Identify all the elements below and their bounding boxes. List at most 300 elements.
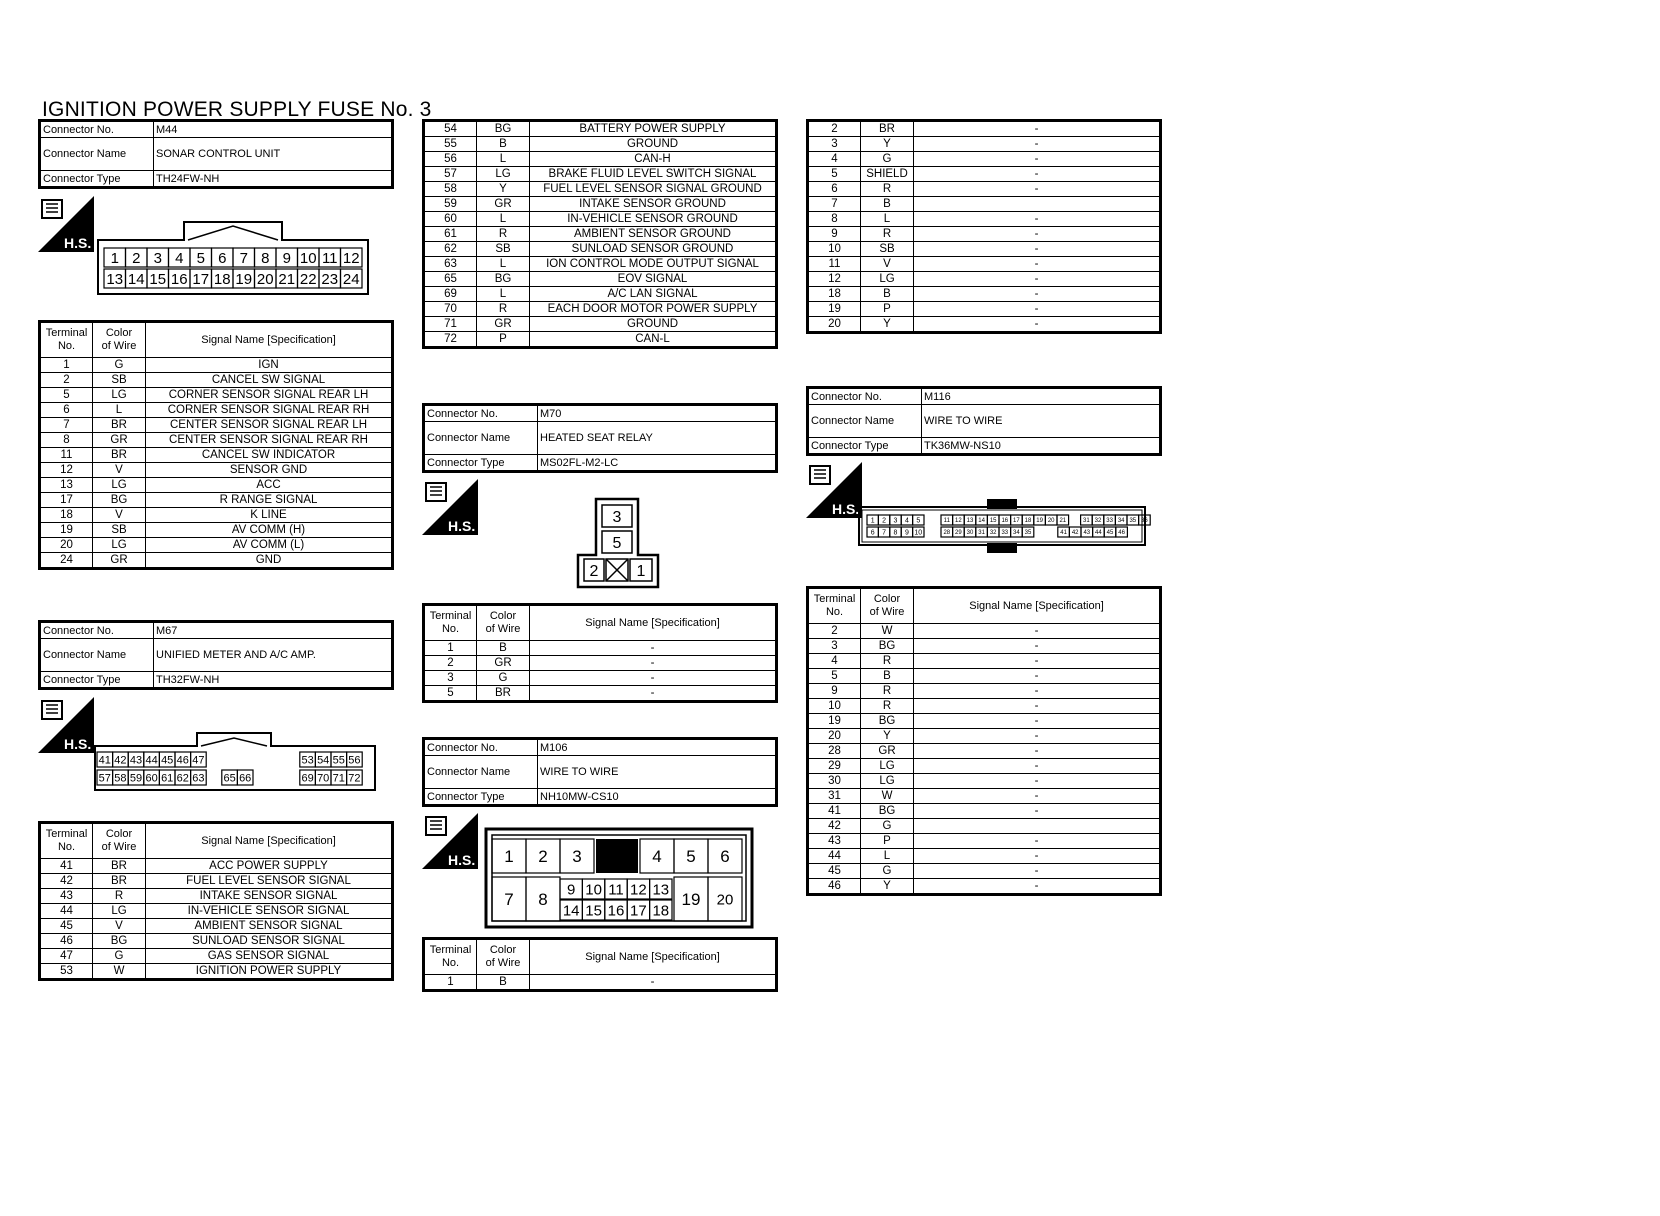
- pin-number: 29: [955, 530, 962, 537]
- signal-header: Signal Name [Specification]: [914, 588, 1161, 624]
- wire-color-cell: Y: [861, 879, 914, 895]
- table-row: [808, 639, 1161, 654]
- m70-pin: 2: [589, 563, 599, 580]
- pin-number: 32: [1094, 518, 1102, 525]
- signal-header: Signal Name [Specification]: [530, 939, 777, 975]
- wire-color-cell: L: [477, 152, 530, 167]
- pin-number: 54: [317, 754, 330, 767]
- table-row: [40, 538, 393, 553]
- pin-number: 44: [145, 754, 158, 767]
- terminal-cell: 10: [808, 242, 861, 257]
- wire-color-cell: R: [861, 699, 914, 714]
- table-row: [424, 121, 777, 137]
- signal-name-cell: [914, 197, 1161, 212]
- wire-color-cell: R: [861, 227, 914, 242]
- table-row: [808, 804, 1161, 819]
- wire-color-cell: B: [861, 287, 914, 302]
- m70-pin: 1: [636, 563, 646, 580]
- pin-number: 4: [904, 517, 909, 525]
- wire-color-cell: LG: [93, 904, 146, 919]
- pin-number: 5: [916, 517, 921, 525]
- terminal-cell: 58: [424, 182, 477, 197]
- m67-continued-block: [422, 119, 778, 349]
- signal-name-cell: -: [914, 774, 1161, 789]
- color-header: [477, 939, 530, 975]
- wire-color-cell: R: [861, 654, 914, 669]
- pin-number: 10: [914, 529, 923, 537]
- terminal-cell: 3: [424, 671, 477, 686]
- pin-number: 46: [1118, 530, 1125, 537]
- pin-number: 31: [978, 530, 985, 537]
- terminal-cell: 9: [808, 227, 861, 242]
- table-row: [40, 358, 393, 373]
- terminal-cell: 47: [40, 949, 93, 964]
- wire-color-cell: V: [861, 257, 914, 272]
- pin-number: 2: [132, 249, 141, 267]
- signal-name-cell: GND: [146, 553, 393, 569]
- terminal-cell: 28: [808, 744, 861, 759]
- signal-name-cell: AV COMM (L): [146, 538, 393, 553]
- m70-connector-name: HEATED SEAT RELAY: [538, 422, 777, 455]
- pin-number: 23: [321, 270, 339, 288]
- terminal-cell: 55: [424, 137, 477, 152]
- terminal-cell: 3: [808, 639, 861, 654]
- signal-name-cell: -: [914, 864, 1161, 879]
- table-row: [808, 789, 1161, 804]
- wire-color-cell: BR: [477, 686, 530, 702]
- terminal-cell: 3: [808, 137, 861, 152]
- wire-color-cell: BR: [93, 859, 146, 874]
- pin-number: 6: [870, 529, 875, 537]
- pin-number: 32: [989, 530, 997, 537]
- color-header-line2: of Wire: [485, 623, 521, 635]
- terminal-header-line2: No.: [441, 623, 460, 635]
- pin-number: 11: [608, 881, 624, 899]
- pin-number: 10: [299, 249, 317, 267]
- terminal-cell: 11: [40, 448, 93, 463]
- signal-name-cell: -: [914, 121, 1161, 137]
- connector-type-label: Connector Type: [40, 171, 154, 188]
- color-header: [861, 588, 914, 624]
- pin-number: 9: [282, 249, 291, 267]
- signal-name-cell: ACC POWER SUPPLY: [146, 859, 393, 874]
- table-row: [40, 523, 393, 538]
- wire-color-cell: GR: [93, 433, 146, 448]
- terminal-cell: 45: [40, 919, 93, 934]
- connector-no-label: Connector No.: [808, 388, 922, 405]
- terminal-cell: 46: [808, 879, 861, 895]
- signal-name-cell: GROUND: [530, 317, 777, 332]
- pin-number: 46: [176, 754, 189, 767]
- m70-connector-type: MS02FL-M2-LC: [538, 455, 777, 472]
- pin-number: 69: [301, 772, 314, 785]
- wire-color-cell: P: [861, 834, 914, 849]
- signal-name-cell: -: [914, 879, 1161, 895]
- signal-name-cell: INTAKE SENSOR GROUND: [530, 197, 777, 212]
- signal-name-cell: -: [914, 714, 1161, 729]
- wire-color-cell: R: [861, 182, 914, 197]
- table-row: [40, 508, 393, 523]
- wire-color-cell: L: [861, 849, 914, 864]
- wire-color-cell: LG: [93, 388, 146, 403]
- pin-number: 42: [1071, 530, 1079, 537]
- color-header: [93, 823, 146, 859]
- m106-connector-face: [484, 827, 754, 929]
- terminal-cell: 71: [424, 317, 477, 332]
- signal-name-cell: FUEL LEVEL SENSOR SIGNAL GROUND: [530, 182, 777, 197]
- m70-connector-no: M70: [538, 405, 777, 422]
- m44-connector-name: SONAR CONTROL UNIT: [154, 138, 393, 171]
- terminal-cell: 6: [808, 182, 861, 197]
- pin-number: 10: [585, 881, 602, 899]
- pin-number: 42: [114, 754, 127, 767]
- terminal-header-line2: No.: [57, 841, 76, 853]
- pin-number: 18: [652, 902, 670, 920]
- signal-name-cell: SUNLOAD SENSOR SIGNAL: [146, 934, 393, 949]
- color-header: [477, 605, 530, 641]
- wire-color-cell: SHIELD: [861, 167, 914, 182]
- pin-number: 8: [538, 890, 548, 910]
- table-row: [424, 317, 777, 332]
- signal-name-cell: -: [914, 182, 1161, 197]
- wire-color-cell: LG: [861, 759, 914, 774]
- signal-name-cell: -: [914, 744, 1161, 759]
- signal-name-cell: -: [914, 639, 1161, 654]
- table-row: [40, 553, 393, 569]
- table-row: [424, 641, 777, 656]
- table-row: [424, 302, 777, 317]
- table-row: [424, 212, 777, 227]
- signal-name-cell: GAS SENSOR SIGNAL: [146, 949, 393, 964]
- table-row: [424, 182, 777, 197]
- pin-number: 1: [504, 847, 514, 867]
- pin-number: 12: [630, 881, 647, 899]
- signal-name-cell: FUEL LEVEL SENSOR SIGNAL: [146, 874, 393, 889]
- table-row: [808, 152, 1161, 167]
- pin-number: 16: [607, 902, 625, 920]
- m106-continued-table: [806, 119, 1162, 334]
- signal-name-cell: -: [914, 287, 1161, 302]
- m106-continued-block: [806, 119, 1162, 334]
- terminal-no-header: [40, 322, 93, 358]
- pin-number: 62: [176, 772, 189, 785]
- wire-color-cell: L: [93, 403, 146, 418]
- signal-name-cell: -: [914, 729, 1161, 744]
- wire-color-cell: P: [477, 332, 530, 348]
- terminal-no-header: [424, 605, 477, 641]
- table-row: [424, 656, 777, 671]
- pin-number: 61: [161, 772, 174, 785]
- connector-name-label: Connector Name: [40, 138, 154, 171]
- signal-name-cell: CENTER SENSOR SIGNAL REAR RH: [146, 433, 393, 448]
- m106-connector-name: WIRE TO WIRE: [538, 756, 777, 789]
- terminal-cell: 5: [424, 686, 477, 702]
- m44-terminal-table: [38, 320, 394, 570]
- hs-label: H.S.: [832, 501, 860, 517]
- terminal-no-header: [808, 588, 861, 624]
- table-row: [808, 227, 1161, 242]
- wire-color-cell: Y: [477, 182, 530, 197]
- terminal-cell: 41: [808, 804, 861, 819]
- terminal-cell: 18: [40, 508, 93, 523]
- pin-number: 14: [978, 518, 985, 525]
- signal-name-cell: K LINE: [146, 508, 393, 523]
- wire-color-cell: BG: [93, 493, 146, 508]
- pin-number: 2: [538, 847, 548, 867]
- wire-color-cell: L: [477, 212, 530, 227]
- connector-name-label: Connector Name: [424, 756, 538, 789]
- terminal-cell: 54: [424, 121, 477, 137]
- terminal-no-header: [424, 939, 477, 975]
- wire-color-cell: BG: [861, 639, 914, 654]
- m67-info-block: [38, 620, 394, 690]
- m116-terminal-block: [806, 586, 1162, 896]
- connector-name-label: Connector Name: [40, 639, 154, 672]
- signal-name-cell: SUNLOAD SENSOR GROUND: [530, 242, 777, 257]
- wire-color-cell: BR: [93, 448, 146, 463]
- wire-color-cell: V: [93, 508, 146, 523]
- pin-number: 13: [106, 270, 124, 288]
- pin-number: 19: [235, 270, 253, 288]
- table-row: [808, 714, 1161, 729]
- hs-label: H.S.: [448, 518, 476, 534]
- terminal-cell: 17: [40, 493, 93, 508]
- pin-number: 56: [348, 754, 361, 767]
- terminal-cell: 19: [808, 714, 861, 729]
- m116-connector-type: TK36MW-NS10: [922, 438, 1161, 455]
- pin-number: 11: [943, 518, 950, 525]
- m106-connector-type: NH10MW-CS10: [538, 789, 777, 806]
- pin-number: 57: [98, 772, 111, 785]
- wire-color-cell: P: [861, 302, 914, 317]
- pin-number: 31: [1083, 518, 1090, 525]
- pin-number: 2: [882, 517, 887, 525]
- terminal-cell: 69: [424, 287, 477, 302]
- pin-number: 18: [1024, 518, 1032, 525]
- wire-color-cell: L: [477, 257, 530, 272]
- table-row: [424, 152, 777, 167]
- terminal-cell: 72: [424, 332, 477, 348]
- signal-header: Signal Name [Specification]: [146, 322, 393, 358]
- signal-name-cell: BRAKE FLUID LEVEL SWITCH SIGNAL: [530, 167, 777, 182]
- table-row: [40, 934, 393, 949]
- signal-name-cell: CORNER SENSOR SIGNAL REAR RH: [146, 403, 393, 418]
- pin-number: 14: [562, 902, 580, 920]
- pin-number: 20: [716, 891, 734, 909]
- pin-number: 41: [1060, 530, 1067, 537]
- wire-color-cell: LG: [93, 478, 146, 493]
- signal-name-cell: A/C LAN SIGNAL: [530, 287, 777, 302]
- pin-number: 8: [893, 529, 898, 537]
- table-row: [40, 919, 393, 934]
- color-header-line2: of Wire: [101, 340, 137, 352]
- m44-connector-type: TH24FW-NH: [154, 171, 393, 188]
- pin-number: 22: [299, 270, 317, 288]
- pin-number: 11: [321, 249, 338, 267]
- wire-color-cell: R: [93, 889, 146, 904]
- terminal-cell: 57: [424, 167, 477, 182]
- m44-info-block: [38, 119, 394, 189]
- signal-name-cell: IGN: [146, 358, 393, 373]
- signal-name-cell: -: [914, 759, 1161, 774]
- pin-number: 72: [348, 772, 361, 785]
- wire-color-cell: W: [861, 624, 914, 639]
- color-header-line1: Color: [873, 593, 901, 605]
- wire-color-cell: R: [477, 302, 530, 317]
- m116-connector-face: [857, 497, 1147, 555]
- m106-info-block: [422, 737, 778, 807]
- table-row: [808, 879, 1161, 895]
- pin-number: 21: [278, 270, 296, 288]
- wire-color-cell: B: [861, 197, 914, 212]
- color-header-line2: of Wire: [485, 957, 521, 969]
- m67-connector-name: UNIFIED METER AND A/C AMP.: [154, 639, 393, 672]
- pin-number: 24: [342, 270, 360, 288]
- terminal-cell: 56: [424, 152, 477, 167]
- terminal-cell: 2: [40, 373, 93, 388]
- signal-name-cell: -: [530, 671, 777, 686]
- terminal-cell: 9: [808, 684, 861, 699]
- terminal-cell: 60: [424, 212, 477, 227]
- signal-name-cell: EACH DOOR MOTOR POWER SUPPLY: [530, 302, 777, 317]
- wire-color-cell: V: [93, 919, 146, 934]
- m67-terminal-table: [38, 821, 394, 981]
- pin-number: 33: [1001, 530, 1009, 537]
- wire-color-cell: GR: [477, 656, 530, 671]
- signal-name-cell: AV COMM (H): [146, 523, 393, 538]
- pin-number: 9: [904, 529, 909, 537]
- table-row: [424, 137, 777, 152]
- wire-color-cell: BG: [93, 934, 146, 949]
- pin-number: 17: [192, 270, 210, 288]
- table-row: [808, 121, 1161, 137]
- table-row: [40, 403, 393, 418]
- color-header-line1: Color: [489, 610, 517, 622]
- pin-number: 47: [192, 754, 205, 767]
- table-row: [808, 684, 1161, 699]
- pin-number: 3: [893, 517, 898, 525]
- table-row: [40, 964, 393, 980]
- wire-color-cell: W: [93, 964, 146, 980]
- m44-info-table: [38, 119, 394, 189]
- wire-color-cell: G: [861, 819, 914, 834]
- signal-name-cell: AMBIENT SENSOR SIGNAL: [146, 919, 393, 934]
- terminal-header-line2: No.: [57, 340, 76, 352]
- wire-color-cell: B: [477, 137, 530, 152]
- pin-number: 7: [239, 249, 248, 267]
- signal-name-cell: CENTER SENSOR SIGNAL REAR LH: [146, 418, 393, 433]
- wire-color-cell: B: [477, 641, 530, 656]
- hs-connector-icon: [806, 462, 862, 518]
- m116-info-table: [806, 386, 1162, 456]
- terminal-cell: 2: [808, 121, 861, 137]
- pin-number: 1: [870, 517, 875, 525]
- terminal-cell: 31: [808, 789, 861, 804]
- wire-color-cell: V: [93, 463, 146, 478]
- connector-name-label: Connector Name: [424, 422, 538, 455]
- terminal-header-line1: Terminal: [429, 944, 472, 956]
- wire-color-cell: Y: [861, 137, 914, 152]
- connector-name-label: Connector Name: [808, 405, 922, 438]
- wire-color-cell: BR: [93, 418, 146, 433]
- hs-connector-icon: [422, 813, 478, 869]
- signal-name-cell: CAN-H: [530, 152, 777, 167]
- terminal-cell: 65: [424, 272, 477, 287]
- table-row: [40, 373, 393, 388]
- terminal-cell: 20: [808, 729, 861, 744]
- terminal-cell: 19: [808, 302, 861, 317]
- table-row: [808, 257, 1161, 272]
- terminal-cell: 19: [40, 523, 93, 538]
- wire-color-cell: LG: [861, 774, 914, 789]
- connector-type-label: Connector Type: [424, 455, 538, 472]
- pin-number: 5: [686, 847, 696, 867]
- pin-number: 33: [1106, 518, 1113, 525]
- pin-number: 34: [1117, 518, 1125, 525]
- terminal-cell: 43: [40, 889, 93, 904]
- terminal-no-header: [40, 823, 93, 859]
- terminal-cell: 24: [40, 553, 93, 569]
- connector-no-label: Connector No.: [40, 622, 154, 639]
- pin-number: 14: [127, 270, 145, 288]
- pin-number: 70: [317, 772, 330, 785]
- terminal-header-line1: Terminal: [813, 593, 856, 605]
- wire-color-cell: B: [861, 669, 914, 684]
- table-row: [424, 272, 777, 287]
- wire-color-cell: BR: [93, 874, 146, 889]
- signal-name-cell: -: [914, 227, 1161, 242]
- m44-terminal-block: [38, 320, 394, 570]
- terminal-cell: 10: [808, 699, 861, 714]
- table-row: [808, 819, 1161, 834]
- color-header-line2: of Wire: [869, 606, 905, 618]
- m70-pin: 5: [612, 535, 622, 552]
- signal-name-cell: IN-VEHICLE SENSOR SIGNAL: [146, 904, 393, 919]
- table-row: [808, 287, 1161, 302]
- pin-number: 34: [1013, 530, 1020, 537]
- signal-name-cell: -: [530, 975, 777, 991]
- terminal-cell: 12: [808, 272, 861, 287]
- terminal-cell: 59: [424, 197, 477, 212]
- signal-name-cell: CANCEL SW SIGNAL: [146, 373, 393, 388]
- terminal-cell: 2: [808, 624, 861, 639]
- terminal-cell: 1: [424, 641, 477, 656]
- m70-info-table: [422, 403, 778, 473]
- table-row: [40, 448, 393, 463]
- signal-name-cell: -: [914, 789, 1161, 804]
- signal-name-cell: -: [914, 654, 1161, 669]
- wire-color-cell: LG: [477, 167, 530, 182]
- signal-name-cell: -: [914, 317, 1161, 333]
- terminal-cell: 5: [808, 669, 861, 684]
- wire-color-cell: W: [861, 789, 914, 804]
- table-row: [424, 975, 777, 991]
- m67-connector-face: [93, 730, 377, 792]
- pin-number: 6: [720, 847, 730, 867]
- signal-name-cell: -: [914, 152, 1161, 167]
- wire-color-cell: LG: [861, 272, 914, 287]
- terminal-cell: 1: [424, 975, 477, 991]
- terminal-cell: 45: [808, 864, 861, 879]
- pin-number: 4: [652, 847, 662, 867]
- terminal-cell: 42: [808, 819, 861, 834]
- terminal-cell: 62: [424, 242, 477, 257]
- table-row: [424, 242, 777, 257]
- table-row: [808, 167, 1161, 182]
- wire-color-cell: L: [477, 287, 530, 302]
- terminal-cell: 8: [808, 212, 861, 227]
- pin-number: 13: [966, 518, 974, 525]
